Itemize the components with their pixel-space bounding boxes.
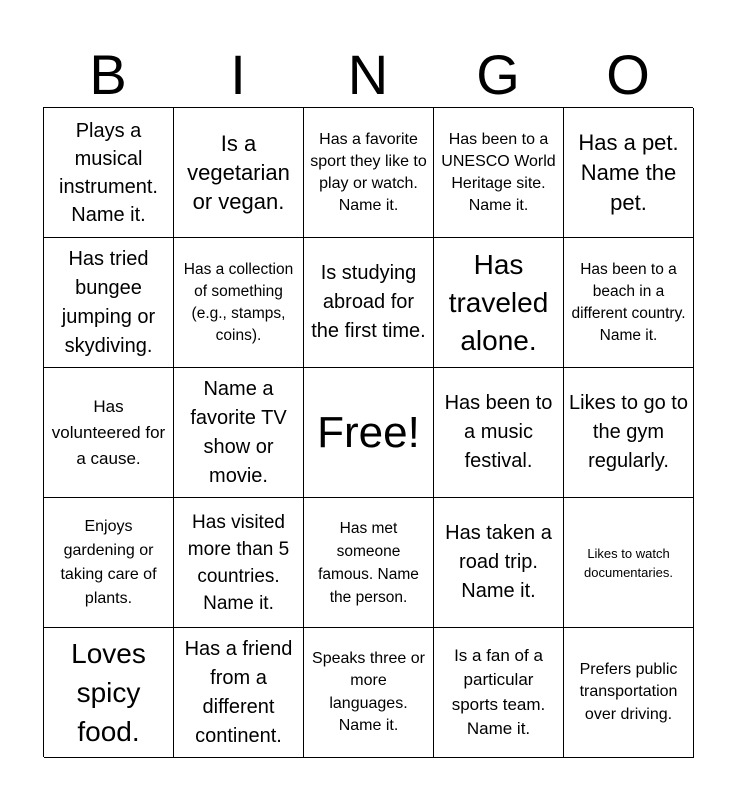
bingo-cell: Has visited more than 5 countries. Name it. [174,498,304,628]
bingo-cell: Has volunteered for a cause. [44,368,174,498]
bingo-cell: Has been to a UNESCO World Heritage site. Name it. [434,108,564,238]
bingo-cell: Likes to go to the gym regularly. [564,368,694,498]
bingo-cell: Has a collection of something (e.g., stamps, coins). [174,238,304,368]
bingo-card-grid [43,107,693,757]
header-letter-b: B [89,43,127,106]
bingo-cell: Has met someone famous. Name the person. [304,498,434,628]
header-letter-o: O [606,43,650,106]
bingo-cell: Is studying abroad for the first time. [304,238,434,368]
header-letter-n: N [347,43,389,106]
bingo-cell: Has traveled alone. [434,238,564,368]
header-letter-i: I [230,43,246,106]
bingo-cell: Has a friend from a different continent. [174,628,304,758]
bingo-cell: Has tried bungee jumping or skydiving. [44,238,174,368]
bingo-cell: Speaks three or more languages. Name it. [304,628,434,758]
bingo-cell: Has a pet. Name the pet. [564,108,694,238]
bingo-cell: Has a favorite sport they like to play or watch. Name it. [304,108,434,238]
bingo-cell: Plays a musical instrument. Name it. [44,108,174,238]
bingo-cell: Has taken a road trip. Name it. [434,498,564,628]
bingo-header [43,44,693,106]
bingo-cell: Is a fan of a particular sports team. Name it. [434,628,564,758]
bingo-cell: Enjoys gardening or taking care of plants. [44,498,174,628]
bingo-cell: Is a vegetarian or vegan. [174,108,304,238]
bingo-cell: Name a favorite TV show or movie. [174,368,304,498]
bingo-cell: Prefers public transportation over driving. [564,628,694,758]
free-space: Free! [304,368,434,498]
bingo-cell: Likes to watch documentaries. [564,498,694,628]
bingo-cell: Has been to a beach in a different country. Name it. [564,238,694,368]
header-letter-g: G [476,43,520,106]
bingo-cell: Has been to a music festival. [434,368,564,498]
bingo-cell: Loves spicy food. [44,628,174,758]
